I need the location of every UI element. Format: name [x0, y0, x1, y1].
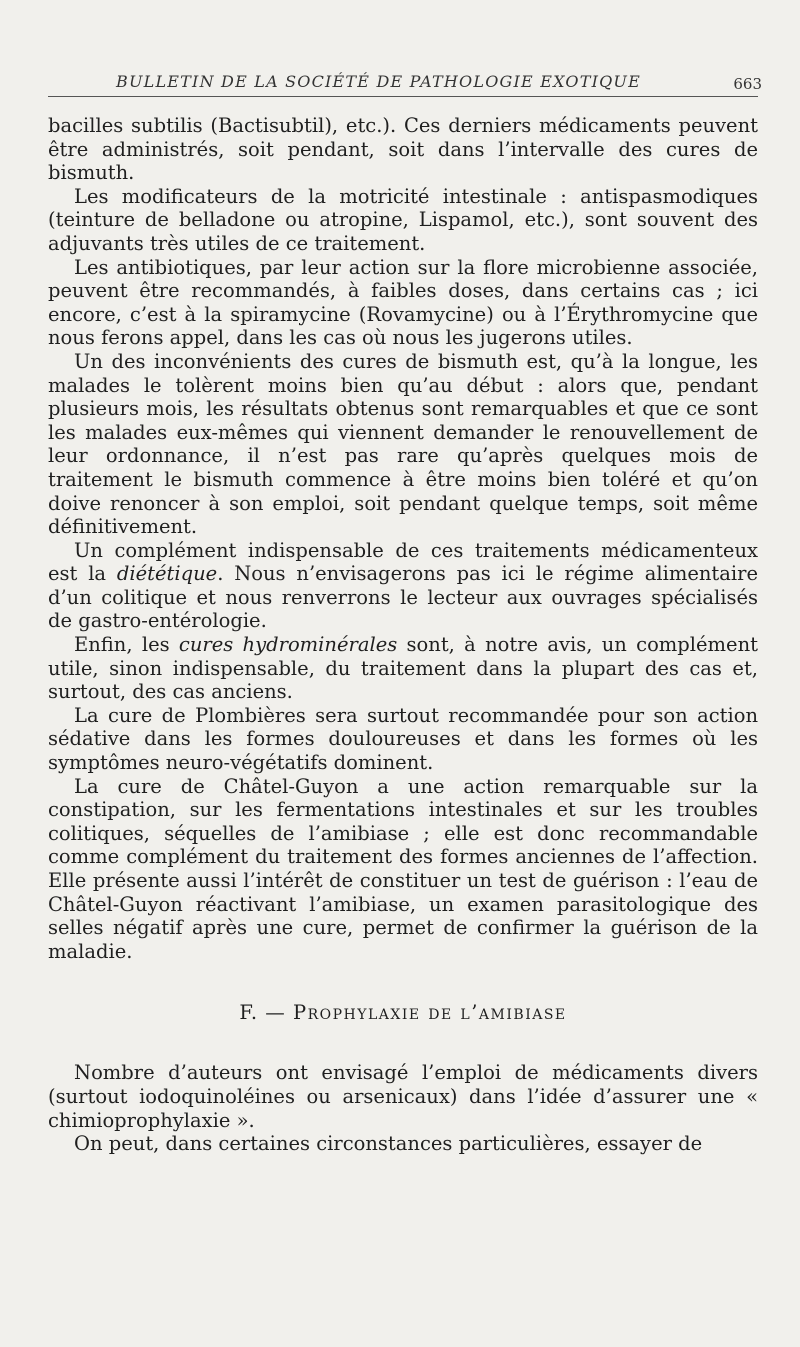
body-text: [48, 114, 758, 963]
paragraph: [48, 256, 758, 350]
document-page: [48, 70, 762, 1156]
paragraph: [48, 350, 758, 539]
text-run: La cure de Châtel-Guyon a une action remarquable sur la constipation, sur les fermentations intestinales et sur les troubles colitiques, séquelles de l’amibiase ; elle est donc recommandable comme complément du traitement des formes anciennes de l’affection. Elle présente aussi l’intérêt de constituer un test de guérison : l’eau de Châtel-Guyon réactivant l’amibiase, un examen parasitologique des selles négatif après une cure, permet de confirmer la guérison de la maladie.: [48, 774, 758, 963]
text-run: Un complément indispensable de ces traitements médicamenteux est la: [48, 538, 758, 586]
text-run: La cure de Plombières sera surtout recommandée pour son action sédative dans les formes douloureuses et dans les formes où les symptômes neuro-végétatifs dominent.: [48, 703, 758, 775]
italic-term: cures hydrominérales: [178, 633, 398, 657]
running-header: [48, 70, 762, 97]
paragraph: [48, 704, 758, 775]
text-run: bacilles subtilis (Bactisubtil), etc.). Ces derniers médicaments peuvent être administrés, soit pendant, soit dans l’intervalle des cures de bismuth.: [48, 114, 758, 185]
text-run: On peut, dans certaines circonstances particulières, essayer de: [74, 1132, 703, 1156]
italic-term: diététique: [116, 562, 218, 586]
paragraph: [48, 539, 758, 633]
text-run: Enfin, les: [74, 633, 179, 657]
tail-text: [48, 1061, 758, 1155]
text-run: . Nous n’envisagerons pas ici le régime alimentaire d’un colitique et nous renverrons le lecteur aux ouvrages spécialisés de gastro-entérologie.: [48, 562, 758, 633]
page-number: 663: [733, 75, 762, 93]
paragraph: [48, 1061, 758, 1132]
paragraph: [48, 1132, 758, 1156]
section-heading: [48, 1001, 758, 1024]
paragraph: [48, 775, 758, 964]
text-run: Un des inconvénients des cures de bismuth est, qu’à la longue, les malades le tolèrent moins bien qu’au début : alors que, pendant plusieurs mois, les résultats obtenus sont remarquables et que ce sont les malades eux-mêmes qui viennent demander le renouvellement de leur ordonnance, il n’est pas rare qu’après quelques mois de traitement le bismuth commence à être moins bien toléré et qu’on doive renoncer à son emploi, soit pendant quelque temps, soit même définitivement.: [48, 349, 758, 539]
text-run: Nombre d’auteurs ont envisagé l’emploi de médicaments divers (surtout iodoquinoléines ou arsenicaux) dans l’idée d’assurer une « chimioprophylaxie ».: [48, 1061, 758, 1132]
text-run: Les antibiotiques, par leur action sur la flore microbienne associée, peuvent être recommandés, à faibles doses, dans certains cas ; ici encore, c’est à la spiramycine (Rovamycine) ou à l’Érythromycine que nous ferons appel, dans les cas où nous les jugerons utiles.: [48, 255, 758, 350]
section-title: Prophylaxie de l’amibiase: [292, 1001, 567, 1025]
section-letter: F. —: [239, 1001, 293, 1025]
paragraph: [48, 114, 758, 185]
text-run: sont, à notre avis, un complément utile, sinon indispensable, du traitement dans la plupart des cas et, surtout, des cas anciens.: [48, 633, 758, 704]
text-run: Les modificateurs de la motricité intestinale : antispasmodiques (teinture de belladone ou atropine, Lispamol, etc.), sont souvent des adjuvants très utiles de ce traitement.: [48, 184, 758, 255]
paragraph: [48, 633, 758, 704]
paragraph: [48, 185, 758, 256]
running-title: BULLETIN DE LA SOCIÉTÉ DE PATHOLOGIE EXOTIQUE: [116, 72, 641, 91]
